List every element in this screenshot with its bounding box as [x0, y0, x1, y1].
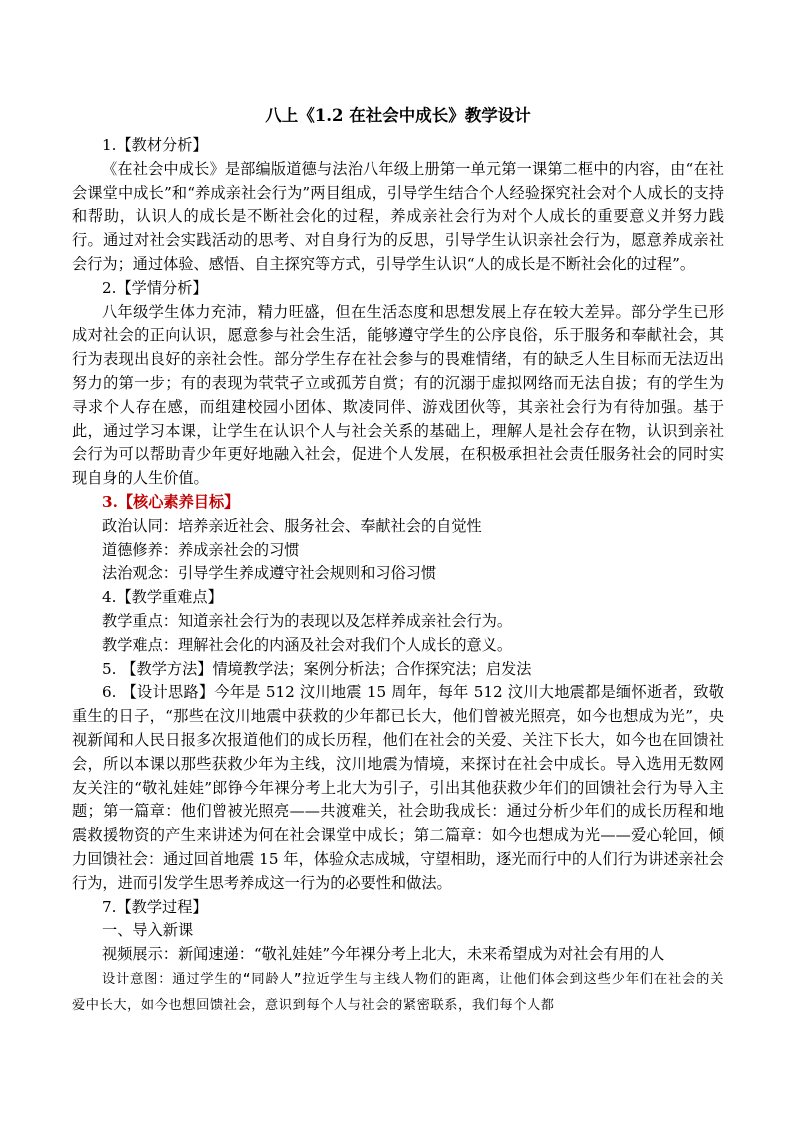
section-teaching-methods: 5. 【教学方法】情境教学法；案例分析法；合作探究法；启发法: [102, 659, 532, 678]
section-design-ideas: 6. 【设计思路】今年是 512 汶川地震 15 周年，每年 512 汶川大地震都是缅怀逝者，致敬重生的日子，“那些在汶川地震中获救的少年都已长大，他们曾被光照亮，如今也想成为光”，央视新闻和人民日报多次报道他们的成长历程，他们在社会的关爱、关注下长大，如今也在回馈社会，所以本课以那些获救少年为主线，汶川地震为情境，来探讨在社会中成长。导入选用无数网友关注的“敬礼娃娃”郎铮今年裸分考上北大为引子，引出其他获救少年们的回馈社会行为导入主题；第一篇章：他们曾被光照亮——共渡难关，社会助我成长：通过分析少年们的成长历程和地震救援物资的产生来讲述为何在社会课堂中成长；第二篇章：如今也想成为光——爱心轮回，倾力回馈社会：通过回首地震 15 年，体验众志成城，守望相助，逐光而行中的人们行为讲述亲社会行为，进而引发学生思考养成这一行为的必要性和做法。: [72, 683, 724, 892]
section-heading-teaching-process: 7.【教学过程】: [102, 897, 208, 916]
difficult-point-item: 教学难点：理解社会化的内涵及社会对我们个人成长的意义。: [102, 635, 513, 654]
goal-item-political: 政治认同：培养亲近社会、服务社会、奉献社会的自觉性: [102, 516, 482, 535]
section-heading-core-literacy-goals: 3.【核心素养目标】: [102, 492, 240, 511]
document-page: [72, 104, 724, 1019]
design-intent-note: 设计意图：通过学生的“同龄人”拉近学生与主线人物们的距离，让他们体会到这些少年们在社会的关爱中长大，如今也想回馈社会，意识到每个人与社会的紧密联系，我们每个人都: [72, 971, 724, 1013]
key-point-item: 教学重点：知道亲社会行为的表现以及怎样养成亲社会行为。: [102, 611, 513, 630]
section-heading-textbook-analysis: 1.【教材分析】: [102, 136, 208, 154]
goal-item-legal: 法治观念：引导学生养成遵守社会规则和习俗习惯: [102, 564, 437, 583]
student-analysis-paragraph: 八年级学生体力充沛，精力旺盛，但在生活态度和思想发展上存在较大差异。部分学生已形成对社会的正向认识，愿意参与社会生活，能够遵守学生的公序良俗，乐于服务和奉献社会，其行为表现出良好的亲社会性。部分学生存在社会参与的畏难情绪，有的缺乏人生目标而无法迈出努力的第一步；有的表现为茕茕孑立或孤芳自赏；有的沉溺于虚拟网络而无法自拔；有的学生为寻求个人存在感，而组建校园小团体、欺凌同伴、游戏团伙等，其亲社会行为有待加强。基于此，通过学习本课，让学生在认识个人与社会关系的基础上，理解人是社会存在物，认识到亲社会行为可以帮助青少年更好地融入社会，促进个人发展，在积极承担社会责任服务社会的同时实现自身的人生价值。: [72, 302, 724, 488]
goal-item-moral: 道德修养：养成亲社会的习惯: [102, 540, 300, 559]
document-title: 八上《1.2 在社会中成长》教学设计: [265, 106, 531, 125]
section-heading-key-points: 4.【教学重难点】: [102, 588, 223, 607]
textbook-analysis-paragraph: 《在社会中成长》是部编版道德与法治八年级上册第一单元第一课第二框中的内容，由“在社会课堂中成长”和“养成亲社会行为”两目组成，引导学生结合个人经验探究社会对个人成长的支持和帮助，认识人的成长是不断社会化的过程，养成亲社会行为对个人成长的重要意义并努力践行。通过对社会实践活动的思考、对自身行为的反思，引导学生认识亲社会行为，愿意养成亲社会行为；通过体验、感悟、自主探究等方式，引导学生认识“人的成长是不断社会化的过程”。: [72, 159, 724, 273]
section-heading-student-analysis: 2.【学情分析】: [102, 278, 208, 297]
video-display-line: 视频展示：新闻速递：“敬礼娃娃”今年裸分考上北大，未来希望成为对社会有用的人: [102, 945, 665, 964]
subsection-introduction: 一、导入新课: [102, 921, 194, 940]
